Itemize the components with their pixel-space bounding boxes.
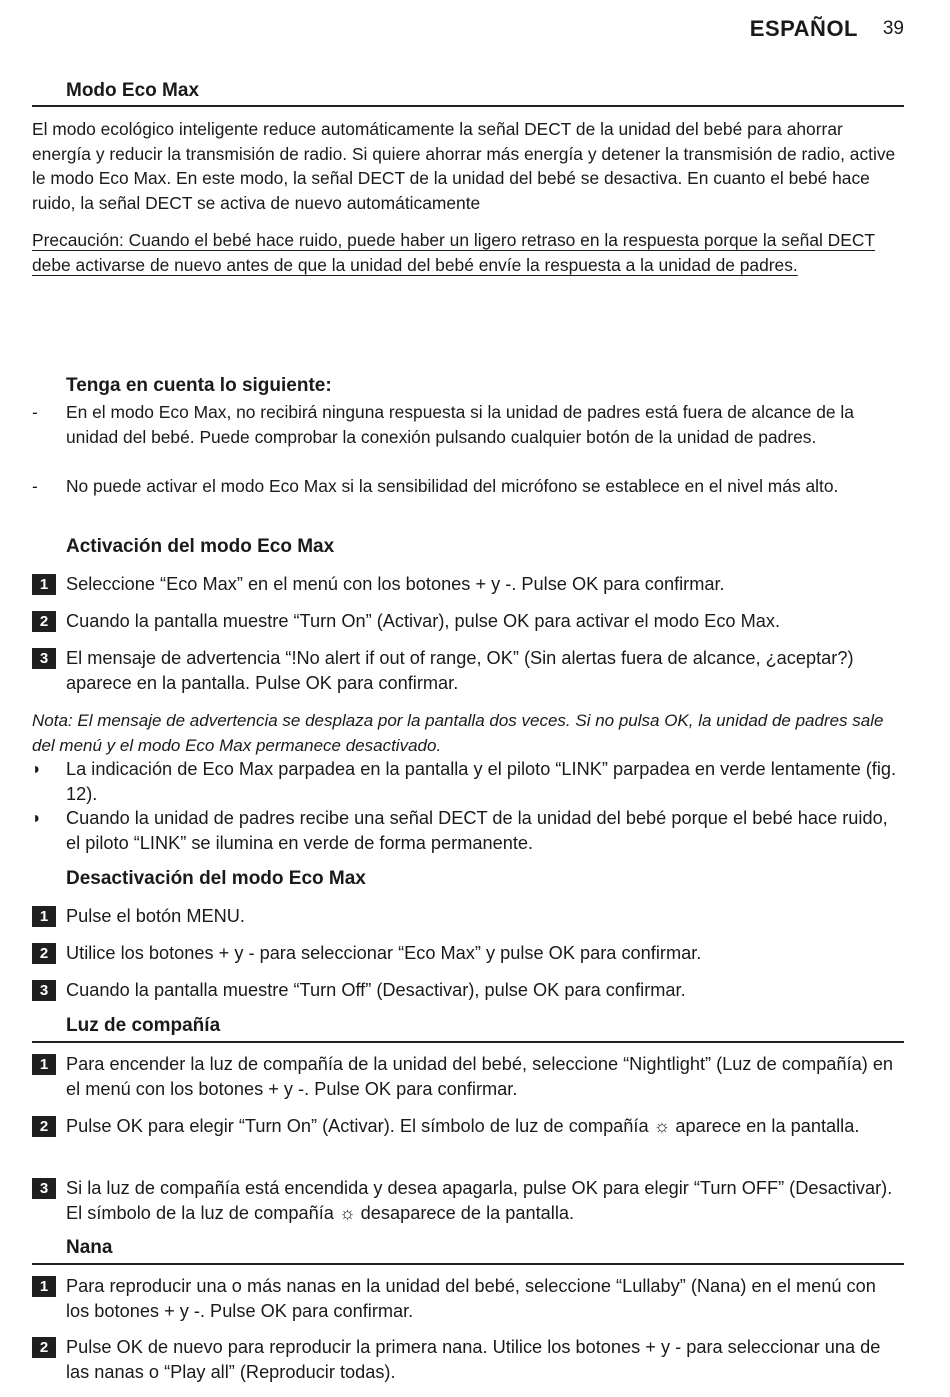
step-item: [32, 978, 904, 1003]
step-number: 1: [32, 906, 56, 927]
result-text: La indicación de Eco Max parpadea en la pantalla y el piloto “LINK” parpadea en verde lentamente (fig. 12).: [66, 759, 897, 804]
notice-item-text: No puede activar el modo Eco Max si la sensibilidad del micrófono se establece en el nivel más alto.: [66, 476, 839, 496]
step-item: [32, 1114, 904, 1139]
step-number: 2: [32, 943, 56, 964]
section-rule: [32, 1041, 904, 1043]
page-number: 39: [882, 18, 904, 39]
step-item: [32, 941, 904, 966]
step-text: Cuando la pantalla muestre “Turn Off” (Desactivar), pulse OK para confirmar.: [66, 980, 686, 1000]
step-number: 2: [32, 1337, 56, 1358]
activation-note: Nota: El mensaje de advertencia se desplaza por la pantalla dos veces. Si no pulsa OK, la unidad de padres sale del menú y el modo Eco Max permanece desactivado.: [32, 711, 884, 755]
section-title-lullaby: Nana: [66, 1237, 113, 1258]
bullet-icon: ◗: [32, 810, 42, 827]
step-item: [32, 1176, 904, 1226]
step-text: Para encender la luz de compañía de la unidad del bebé, seleccione “Nightlight” (Luz de compañía) en el menú con los botones + y -. Pulse OK para confirmar.: [66, 1054, 894, 1099]
step-text: Pulse el botón MENU.: [66, 906, 245, 926]
section-title-nightlight: Luz de compañía: [66, 1015, 221, 1036]
step-item: [32, 646, 904, 696]
step-number: 2: [32, 1116, 56, 1137]
notice-title: Tenga en cuenta lo siguiente:: [66, 375, 332, 396]
step-number: 3: [32, 1178, 56, 1199]
notice-item: [32, 474, 904, 499]
step-item: [32, 1052, 904, 1102]
step-text: Pulse OK de nuevo para reproducir la primera nana. Utilice los botones + y - para seleccionar una de las nanas o “Play all” (Reproducir todas).: [66, 1337, 881, 1382]
language-header: ESPAÑOL: [749, 16, 858, 41]
step-text: Utilice los botones + y - para seleccionar “Eco Max” y pulse OK para confirmar.: [66, 943, 702, 963]
bullet-icon: ◗: [32, 761, 42, 778]
step-number: 1: [32, 574, 56, 595]
section-title-deactivation: Desactivación del modo Eco Max: [66, 868, 366, 889]
step-item: [32, 1335, 904, 1385]
section-title-eco-max: Modo Eco Max: [66, 80, 200, 101]
step-text: Si la luz de compañía está encendida y desea apagarla, pulse OK para elegir “Turn OFF” (Desactivar). El símbolo de la luz de compañía ☼ desaparece de la pantalla.: [66, 1178, 893, 1223]
step-number: 2: [32, 611, 56, 632]
step-item: [32, 609, 904, 634]
step-text: Seleccione “Eco Max” en el menú con los botones + y -. Pulse OK para confirmar.: [66, 574, 725, 594]
section-title-activation: Activación del modo Eco Max: [66, 536, 335, 557]
result-text: Cuando la unidad de padres recibe una señal DECT de la unidad del bebé porque el bebé hace ruido, el piloto “LINK” se ilumina en verde de forma permanente.: [66, 808, 888, 853]
notice-item-text: En el modo Eco Max, no recibirá ninguna respuesta si la unidad de padres está fuera de alcance de la unidad del bebé. Puede comprobar la conexión pulsando cualquier botón de la unidad de padres.: [66, 402, 854, 447]
step-text: Para reproducir una o más nanas en la unidad del bebé, seleccione “Lullaby” (Nana) en el menú con los botones + y -. Pulse OK para confirmar.: [66, 1276, 876, 1321]
result-item: [32, 806, 904, 856]
step-item: [32, 572, 904, 597]
step-text: Pulse OK para elegir “Turn On” (Activar). El símbolo de luz de compañía ☼ aparece en la pantalla.: [66, 1116, 860, 1136]
eco-max-intro: El modo ecológico inteligente reduce automáticamente la señal DECT de la unidad del bebé para ahorrar energía y reducir la transmisión de radio. Si quiere ahorrar más energía y detener la transmisión de radio, active le modo Eco Max. En este modo, la señal DECT de la unidad del bebé se desactiva. En cuanto el bebé hace ruido, la señal DECT se activa de nuevo automáticamente: [32, 119, 896, 213]
notice-item: [32, 400, 904, 449]
result-item: [32, 757, 904, 807]
step-item: [32, 1274, 904, 1324]
section-rule: [32, 105, 904, 107]
step-number: 1: [32, 1054, 56, 1075]
step-number: 3: [32, 980, 56, 1001]
step-number: 3: [32, 648, 56, 669]
dash-marker: -: [32, 402, 38, 422]
section-rule: [32, 1263, 904, 1265]
eco-max-caution: Precaución: Cuando el bebé hace ruido, puede haber un ligero retraso en la respuesta porque la señal DECT debe activarse de nuevo antes de que la unidad del bebé envíe la respuesta a la unidad de padres.: [32, 230, 876, 275]
step-item: [32, 904, 904, 929]
step-text: Cuando la pantalla muestre “Turn On” (Activar), pulse OK para activar el modo Eco Max.: [66, 611, 780, 631]
dash-marker: -: [32, 476, 38, 496]
step-text: El mensaje de advertencia “!No alert if out of range, OK” (Sin alertas fuera de alcance, ¿aceptar?) aparece en la pantalla. Pulse OK para confirmar.: [66, 648, 854, 693]
step-number: 1: [32, 1276, 56, 1297]
